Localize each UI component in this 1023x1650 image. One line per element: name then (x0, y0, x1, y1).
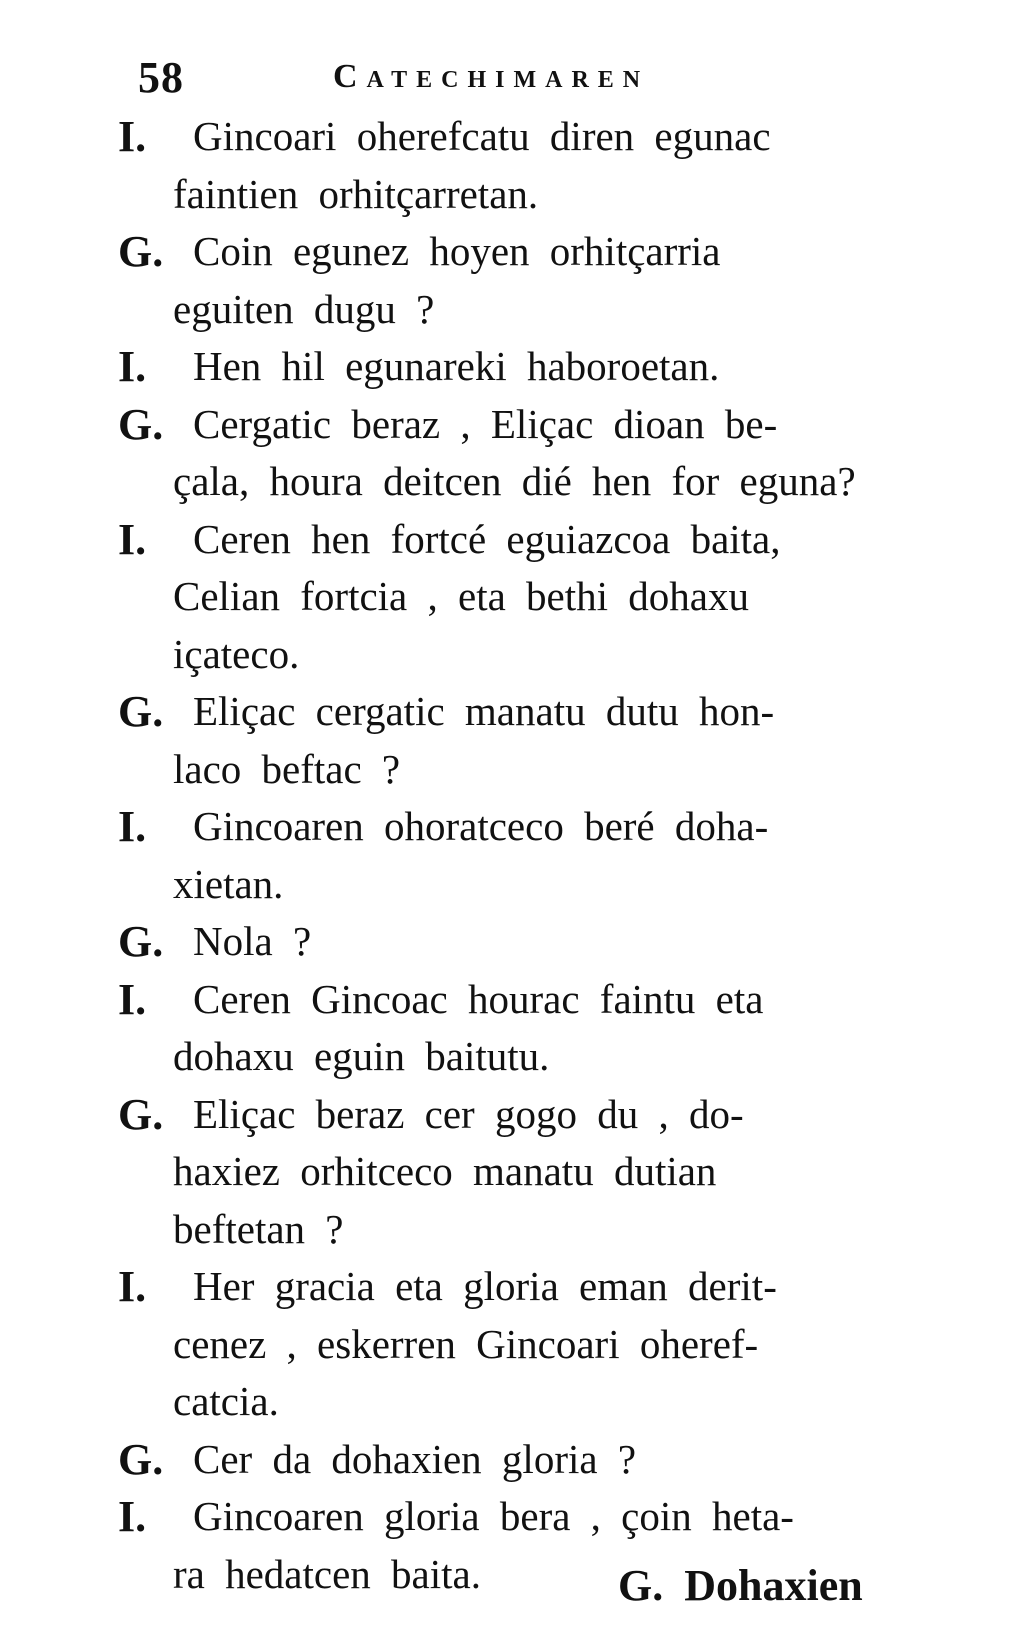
dialogue-entry (118, 1086, 918, 1259)
speaker-label: G. (118, 917, 164, 966)
text-line: Her gracia eta gloria eman derit- (193, 1263, 777, 1309)
running-head: Catechimaren (333, 58, 650, 95)
text-line: Gincoaren gloria bera , çoin heta- (193, 1493, 794, 1539)
text-line: içateco. (173, 630, 300, 677)
dialogue-entry (118, 683, 918, 798)
dialogue-entry (118, 913, 918, 971)
text-line: haxiez orhitceco manatu dutian (173, 1148, 717, 1194)
text-line: laco beftac ? (173, 745, 401, 792)
text-line: Coin egunez hoyen orhitçarria (193, 228, 721, 274)
page-number: 58 (138, 53, 184, 102)
text-line: Celian fortcia , eta bethi dohaxu (173, 573, 749, 619)
dialogue-entry (118, 1258, 918, 1431)
text-line: ra hedatcen baita. (173, 1550, 481, 1597)
text-line: çala, houra deitcen dié hen for eguna? (173, 458, 856, 504)
text-line: xietan. (173, 860, 284, 907)
text-line: Eliçac cergatic manatu dutu hon- (193, 688, 775, 734)
text-line: Ceren Gincoac hourac faintu eta (193, 975, 764, 1022)
text-line: cenez , eskerren Gincoari oheref- (173, 1320, 759, 1367)
text-line: Hen hil egunareki haboroetan. (193, 343, 720, 389)
dialogue-entry (118, 223, 918, 338)
dialogue-entry (118, 511, 918, 684)
catchword: G. Dohaxien (618, 1561, 863, 1610)
text-line: beftetan ? (173, 1205, 344, 1252)
text-line: eguiten dugu ? (173, 285, 435, 332)
text-line: Cergatic beraz , Eliçac dioan be- (193, 400, 778, 447)
speaker-label: G. (118, 399, 164, 449)
text-line: Nola ? (193, 918, 312, 964)
dialogue-entry (118, 1431, 918, 1489)
dialogue-entry (118, 338, 918, 396)
text-line: catcia. (173, 1378, 279, 1424)
speaker-label: I. (118, 1492, 147, 1541)
speaker-label: G. (118, 687, 164, 736)
text-line: Gincoari oherefcatu diren egunac (193, 113, 771, 159)
speaker-label: I. (118, 514, 147, 564)
speaker-label: I. (118, 1262, 147, 1311)
speaker-label: G. (118, 1434, 164, 1484)
speaker-label: I. (118, 112, 147, 161)
text-line: dohaxu eguin baitutu. (173, 1033, 550, 1079)
speaker-label: I. (118, 802, 147, 851)
text-line: Ceren hen fortcé eguiazcoa baita, (193, 515, 781, 562)
speaker-label: G. (118, 227, 164, 276)
text-line: Eliçac beraz cer gogo du , do- (193, 1090, 744, 1137)
speaker-label: G. (118, 1089, 164, 1139)
dialogue-text (118, 108, 918, 1603)
text-line: faintien orhitçarretan. (173, 170, 539, 217)
speaker-label: I. (118, 342, 147, 391)
dialogue-entry (118, 108, 918, 223)
dialogue-entry (118, 396, 918, 511)
page-header (128, 52, 888, 102)
text-line: Gincoaren ohoratceco beré doha- (193, 803, 769, 849)
text-line: Cer da dohaxien gloria ? (193, 1435, 637, 1482)
dialogue-entry (118, 798, 918, 913)
speaker-label: I. (118, 974, 147, 1024)
dialogue-entry (118, 971, 918, 1086)
